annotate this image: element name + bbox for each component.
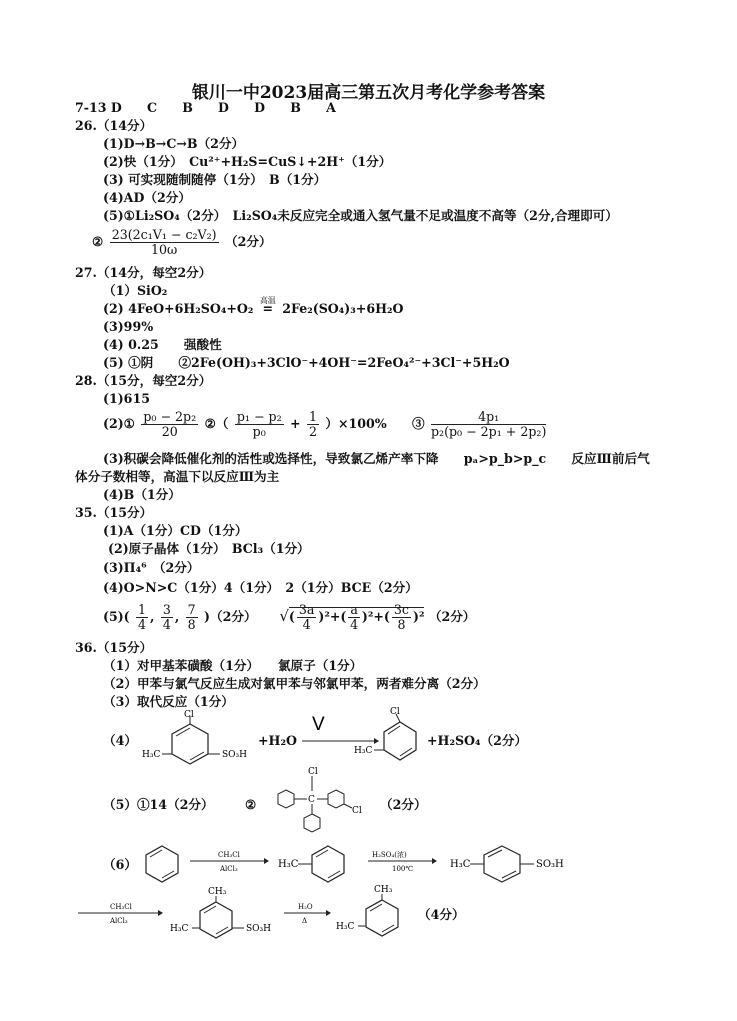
q35-coord-z — [186, 603, 198, 632]
q26-line1: (1)D→B→C→B（2分） — [103, 136, 245, 151]
arrow-condition-v: V — [312, 714, 325, 735]
q35-line1: (1)A（1分）CD（1分） — [103, 523, 248, 538]
q35-coord-x — [136, 603, 148, 632]
q36-line1: （1）对甲基苯磺酸（1分） 氯原子（1分） — [103, 658, 363, 673]
methyl-toluenesulfonic-acid-structure — [170, 884, 285, 942]
cond4-bot: Δ — [302, 917, 308, 925]
q27-line2 — [103, 296, 404, 317]
cond2-top: H₂SO₄(浓) — [372, 851, 407, 859]
q35-coord-score: )（2分） — [204, 609, 257, 624]
q35-cz-num: 7 — [187, 602, 196, 617]
q35-sq2-num: a — [350, 602, 358, 617]
q35-heading: 35.（15分） — [75, 505, 153, 520]
q35-cz-den: 8 — [187, 617, 196, 632]
label-cl: Cl — [184, 710, 194, 720]
label-h3c: H₃C — [142, 750, 161, 760]
q35-line3: (3)Π₄⁶ （2分） — [103, 560, 200, 575]
label-so3h: SO₃H — [222, 750, 248, 760]
q26-heading: 26.（14分） — [75, 118, 153, 133]
label-h3c-3: H₃C — [278, 859, 299, 870]
label-cl-3: Cl — [308, 767, 318, 777]
q28-plus: + — [290, 416, 301, 431]
label-h3c-6: H₃C — [336, 922, 355, 932]
q36-line3: （3）取代反应（1分） — [103, 694, 234, 709]
q27-products: 2Fe₂(SO₄)₃+6H₂O — [282, 301, 404, 316]
o-chlorotoluene-structure — [352, 706, 427, 766]
q35-coord-open: (5)( — [103, 609, 130, 624]
q28-percent: ）×100% ③ — [325, 416, 425, 431]
q28-frac1-num: p₀ − 2p₂ — [143, 409, 197, 424]
reaction-arrow-2 — [188, 846, 270, 876]
cond3-top: CH₃Cl — [110, 903, 132, 911]
q26-frac-den: 10ω — [151, 242, 178, 257]
label-so3h-2: SO₃H — [536, 859, 564, 870]
q36-heading: 36.（15分） — [75, 640, 153, 655]
benzene-structure — [140, 842, 184, 886]
label-h3c-2: H₃C — [354, 746, 373, 756]
p-toluenesulfonic-acid-structure — [448, 842, 588, 886]
q28-line2 — [103, 410, 548, 439]
q28-frac1 — [141, 410, 198, 439]
q27-line5: (5) ①阴 ②2Fe(OH)₃+3ClO⁻+4OH⁻=2FeO₄²⁻+3Cl⁻+5H₂O — [103, 355, 510, 370]
reaction-arrow-4 — [76, 898, 166, 928]
q36-sub5-label: （5）①14（2分） — [103, 797, 214, 812]
q35-line2: (2)原子晶体（1分） BCl₃（1分） — [108, 541, 310, 556]
mc-answers — [75, 100, 336, 116]
cond1-bot: AlCl₃ — [220, 865, 238, 873]
mc-label: 7-13 — [75, 100, 107, 115]
q26-score: （2分） — [225, 234, 272, 249]
q27-cond-text: 高温 — [259, 296, 276, 305]
label-so3h-3: SO₃H — [246, 924, 272, 934]
page-title: 银川一中2023届高三第五次月考化学参考答案 — [191, 83, 546, 103]
q28-frac4-num: 4p₁ — [431, 410, 546, 425]
label-ch3: CH₃ — [208, 887, 227, 897]
q35-coord-y — [161, 603, 173, 632]
q28-frac4 — [431, 410, 546, 439]
q36-sub4-label: （4） — [103, 733, 137, 748]
q28-line3: (3)积碳会降低催化剂的活性或选择性，导致氯乙烯产率下降 pₐ>p_b>p_c 反应Ⅲ前后气 — [103, 451, 650, 466]
q28-frac3 — [307, 410, 319, 439]
q36-sub6-score: （4分） — [418, 907, 465, 922]
cond4-top: H₂O — [298, 903, 313, 911]
toluene-structure — [276, 842, 366, 886]
q26-line4: (4)AD（2分） — [103, 190, 191, 205]
q26-line6 — [92, 228, 272, 257]
q26-line5: (5)①Li₂SO₄（2分） Li₂SO₄未反应完全或通入氢气量不足或温度不高等（2分,合理即可） — [103, 208, 618, 223]
q35-cy-num: 3 — [162, 602, 171, 617]
q36-sub5-score: （2分） — [380, 797, 427, 812]
mc-answer-list: D C B D D B A — [110, 100, 336, 115]
q35-cx-den: 4 — [138, 617, 147, 632]
q35-sq3 — [392, 603, 411, 632]
o-xylene-structure — [336, 882, 416, 942]
label-cl-4: Cl — [352, 806, 362, 816]
q27-condition — [258, 296, 278, 317]
q28-frac2 — [235, 410, 284, 439]
q36-sub4-water: +H₂O — [258, 733, 297, 748]
q26-line2: (2)快（1分） Cu²⁺+H₂S=CuS↓+2H⁺（1分） — [103, 154, 392, 169]
q28-sub2-label: ②（ — [204, 416, 229, 431]
q35-sq3-den: 8 — [397, 617, 406, 632]
q36-sub6-label: （6） — [103, 857, 137, 872]
q35-line4: (4)O>N>C（1分）4（1分） 2（1分）BCE（2分） — [103, 580, 418, 595]
q26-fraction — [110, 228, 219, 257]
label-ch3-2: CH₃ — [374, 885, 393, 895]
q28-frac4-den: p₂(p₀ − 2p₁ + 2p₂) — [430, 424, 547, 439]
chloro-toluenesulfonic-acid-structure — [140, 710, 260, 770]
label-cl-2: Cl — [390, 707, 400, 717]
q35-sq2-den: 4 — [350, 617, 359, 632]
q36-sub4-product: +H₂SO₄（2分） — [427, 733, 528, 748]
cond1-top: CH₃Cl — [218, 851, 240, 859]
cond2-bot: 100℃ — [392, 865, 414, 873]
q35-sq1-den: 4 — [302, 617, 311, 632]
q28-heading: 28.（15分，每空2分） — [75, 373, 212, 388]
q28-frac2-den: p₀ — [252, 424, 266, 439]
sqrt-icon: √ — [279, 607, 289, 625]
q28-line5: (4)B（1分） — [103, 487, 181, 502]
q28-frac3-num: 1 — [308, 409, 317, 424]
q35-cx-num: 1 — [138, 602, 147, 617]
q35-sqrt-body: ( $\frac{3a}{4}$ )²+( $\frac{a}{4}$ )²+( $\frac{3c}{8}$ )² — [288, 602, 425, 632]
q28-frac1-den: 20 — [161, 424, 178, 439]
reaction-arrow-5 — [282, 898, 332, 928]
q27-equals: = — [262, 301, 274, 316]
q35-sq2 — [348, 603, 360, 632]
q28-line1: (1)615 — [103, 391, 150, 406]
q35-cy-den: 4 — [162, 617, 171, 632]
q36-line2: （2）甲苯与氯气反应生成对氯甲苯与邻氯甲苯，两者难分离（2分） — [103, 676, 486, 691]
q26-sub2-label: ② — [92, 234, 104, 249]
trityl-chloride-structure — [262, 764, 382, 844]
q28-line4: 体分子数相等，高温下以反应Ⅲ为主 — [75, 469, 280, 484]
q28-frac2-num: p₁ − p₂ — [236, 409, 282, 424]
cond3-bot: AlCl₃ — [110, 917, 128, 925]
q27-reactants: (2) 4FeO+6H₂SO₄+O₂ — [103, 301, 254, 316]
label-h3c-4: H₃C — [450, 859, 471, 870]
q35-sq1 — [297, 603, 317, 632]
label-c: C — [308, 795, 315, 805]
q35-sq1-num: 3a — [298, 602, 315, 617]
q28-sub1-label: (2)① — [103, 416, 135, 431]
reaction-arrow-3 — [366, 846, 438, 876]
q27-line3: (3)99% — [103, 319, 154, 334]
q27-line1: （1）SiO₂ — [103, 283, 168, 298]
q36-sub5-item2: ② — [245, 797, 257, 812]
q35-dist-score: （2分） — [428, 609, 476, 624]
q26-frac-num: 23(2c₁V₁ − c₂V₂) — [111, 227, 217, 242]
q35-line5: (5)( $\frac{1}{4}$ , $\frac{3}{4}$ , $\frac{7}{8}$ )（2分） √( $\frac{3a}{4}$ )²+( $\frac{a}{4}$ )²+( $\frac{3c}{8}$ )² （2分） — [103, 602, 476, 632]
q26-line3: (3) 可实现随制随停（1分） B（1分） — [103, 172, 327, 187]
q27-line4: (4) 0.25 强酸性 — [103, 337, 222, 352]
q28-frac3-den: 2 — [308, 424, 317, 439]
q27-heading: 27.（14分，每空2分） — [75, 265, 212, 280]
label-h3c-5: H₃C — [170, 924, 189, 934]
q35-sq3-num: 3c — [393, 602, 409, 617]
